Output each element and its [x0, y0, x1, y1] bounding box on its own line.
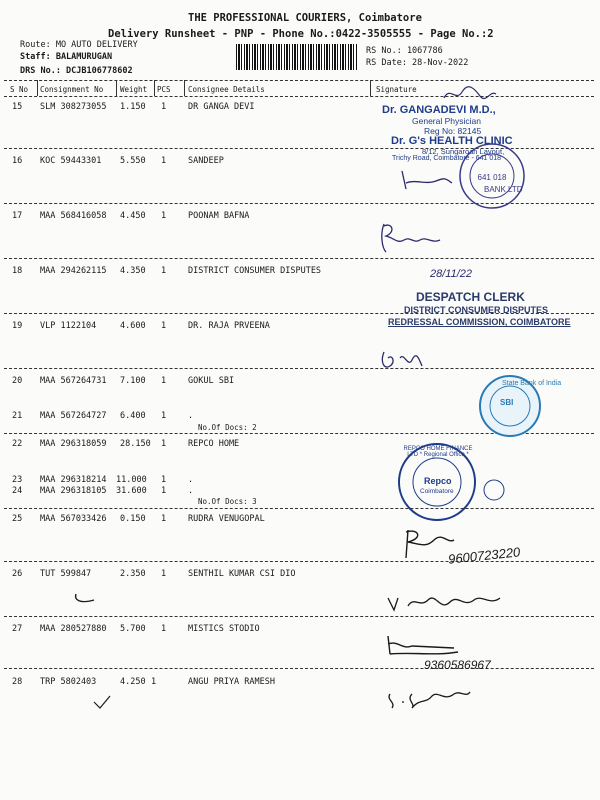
weight: 28.150 — [120, 439, 151, 449]
stamp-despatch-line2: REDRESSAL COMMISSION, COIMBATORE — [388, 317, 571, 327]
doc-title: THE PROFESSIONAL COURIERS, Coimbatore — [188, 12, 422, 24]
sno: 17 — [12, 211, 23, 221]
divider — [4, 96, 594, 97]
handwritten-phone-25: 9600723220 — [447, 544, 521, 567]
signature-17 — [376, 218, 456, 258]
consignment-no: MAA 280527880 — [40, 624, 107, 634]
pcs: 1 — [161, 266, 167, 276]
consignment-no: MAA 294262115 — [40, 266, 107, 276]
barcode — [236, 44, 358, 70]
tick-mark — [72, 590, 102, 606]
consignment-no: KOC 59443301 — [40, 156, 102, 166]
sno: 20 — [12, 376, 23, 386]
sno: 15 — [12, 102, 23, 112]
doc-subtitle: Delivery Runsheet - PNP - Phone No.:0422-3505555 - Page No.:2 — [108, 28, 494, 40]
repco-sub-text: Coimbatore — [420, 488, 454, 495]
consignment-no: MAA 567264731 — [40, 376, 107, 386]
col-signature: Signature — [376, 85, 417, 94]
sno: 27 — [12, 624, 23, 634]
consignment-no: TUT 599847 — [40, 569, 92, 579]
consignment-no: MAA 296318214 — [40, 475, 107, 485]
sno: 23 — [12, 475, 23, 485]
col-pcs: PCS — [157, 85, 171, 94]
consignment-no: SLM 308273055 — [40, 102, 107, 112]
consignment-no: VLP 1122104 — [40, 321, 97, 331]
weight: 7.100 — [120, 376, 146, 386]
weight: 5.700 — [120, 624, 146, 634]
pcs: 1 — [161, 624, 167, 634]
consignee: . — [188, 411, 194, 421]
sbi-ring-text: State Bank of India — [502, 380, 562, 387]
docs-count: No.Of Docs: 2 — [198, 423, 257, 432]
stamp-addr1: 8/12, Sungaroan Layout, — [422, 147, 505, 156]
stamp-addr2: Trichy Road, Coimbatore - 641 018 — [392, 155, 502, 162]
consignment-no: MAA 296318059 — [40, 439, 107, 449]
sno: 28 — [12, 677, 23, 687]
divider — [4, 80, 594, 81]
weight: 2.350 — [120, 569, 146, 579]
sno: 25 — [12, 514, 23, 524]
pcs: 1 — [161, 514, 167, 524]
handwritten-phone-27: 9360586967 — [424, 658, 491, 672]
signature-16 — [396, 165, 456, 195]
col-consignment: Consignment No — [40, 85, 104, 94]
consignee: SANDEEP — [188, 156, 224, 166]
consignee: GOKUL SBI — [188, 376, 235, 386]
sno: 22 — [12, 439, 23, 449]
route-label: Route: MO AUTO DELIVERY — [20, 40, 138, 50]
consignment-no: MAA 567033426 — [40, 514, 107, 524]
stamp-role: General Physician — [412, 116, 481, 126]
consignee: POONAM BAFNA — [188, 211, 250, 221]
weight: 0.150 — [120, 514, 146, 524]
weight: 4.600 — [120, 321, 146, 331]
bank-seal-stamp — [448, 140, 536, 212]
consignee: ANGU PRIYA RAMESH — [188, 677, 275, 687]
sno: 18 — [12, 266, 23, 276]
consignee: REPCO HOME — [188, 439, 240, 449]
signature-26 — [384, 588, 514, 618]
signature-27 — [384, 630, 464, 660]
signature-28 — [384, 684, 474, 714]
repco-ring-text: REPCO HOME FINANCE LTD * Regional Office * — [403, 446, 473, 458]
weight: 4.250 — [120, 677, 146, 687]
pcs: 1 — [161, 569, 167, 579]
tick-mark — [92, 694, 112, 710]
pcs: 1 — [161, 439, 167, 449]
stamp-despatch-line1: DISTRICT CONSUMER DISPUTES — [404, 305, 549, 315]
pcs: 1 — [161, 102, 167, 112]
pcs: 1 — [161, 156, 167, 166]
rs-number: RS No.: 1067786 — [366, 46, 443, 56]
consignee: DISTRICT CONSUMER DISPUTES — [188, 266, 322, 276]
stamp-despatch-title: DESPATCH CLERK — [416, 290, 525, 304]
consignee: . — [188, 486, 194, 496]
consignee: MISTICS STODIO — [188, 624, 260, 634]
sno: 21 — [12, 411, 23, 421]
sno: 16 — [12, 156, 23, 166]
consignment-no: MAA 568416058 — [40, 211, 107, 221]
docs-count: No.Of Docs: 3 — [198, 497, 257, 506]
handwritten-date: 28/11/22 — [430, 268, 473, 280]
signature-19 — [378, 348, 438, 374]
svg-text:641 018: 641 018 — [477, 173, 507, 182]
drs-number: DRS No.: DCJB106778602 — [20, 66, 133, 76]
weight: 11.000 — [116, 475, 147, 485]
consignee: . — [188, 475, 194, 485]
pcs: 1 — [161, 475, 167, 485]
consignee: SENTHIL KUMAR CSI DIO — [188, 569, 296, 579]
stamp-clinic-name: Dr. G's HEALTH CLINIC — [391, 135, 513, 147]
pcs: 1 — [161, 486, 167, 496]
signature-15 — [440, 84, 500, 104]
pcs: 1 — [161, 376, 167, 386]
consignment-no: MAA 567264727 — [40, 411, 107, 421]
pcs: 1 — [151, 677, 157, 687]
consignee: DR. RAJA PRVEENA — [188, 321, 270, 331]
stamp-reg: Reg No: 82145 — [424, 126, 482, 136]
pcs: 1 — [161, 321, 167, 331]
consignment-no: TRP 5802403 — [40, 677, 97, 687]
stamp-doctor: Dr. GANGADEVI M.D., — [382, 104, 496, 116]
sno: 19 — [12, 321, 23, 331]
rs-date: RS Date: 28-Nov-2022 — [366, 58, 469, 68]
consignment-no: MAA 296318105 — [40, 486, 107, 496]
weight: 6.400 — [120, 411, 146, 421]
weight: 1.150 — [120, 102, 146, 112]
weight: 4.450 — [120, 211, 146, 221]
small-sbi-stamp — [474, 478, 524, 502]
weight: 4.350 — [120, 266, 146, 276]
staff-label: Staff: BALAMURUGAN — [20, 52, 113, 62]
col-consignee: Consignee Details — [188, 85, 265, 94]
sno: 26 — [12, 569, 23, 579]
stamp-bank-ring: BANK LTD — [484, 185, 523, 194]
consignee: RUDRA VENUGOPAL — [188, 514, 265, 524]
pcs: 1 — [161, 411, 167, 421]
col-sno: S No — [10, 85, 29, 94]
repco-center-text: Repco — [424, 476, 452, 486]
weight: 31.600 — [116, 486, 147, 496]
sno: 24 — [12, 486, 23, 496]
pcs: 1 — [161, 211, 167, 221]
consignee: DR GANGA DEVI — [188, 102, 255, 112]
sbi-center-text: SBI — [500, 398, 514, 407]
col-weight: Weight — [120, 85, 148, 94]
weight: 5.550 — [120, 156, 146, 166]
